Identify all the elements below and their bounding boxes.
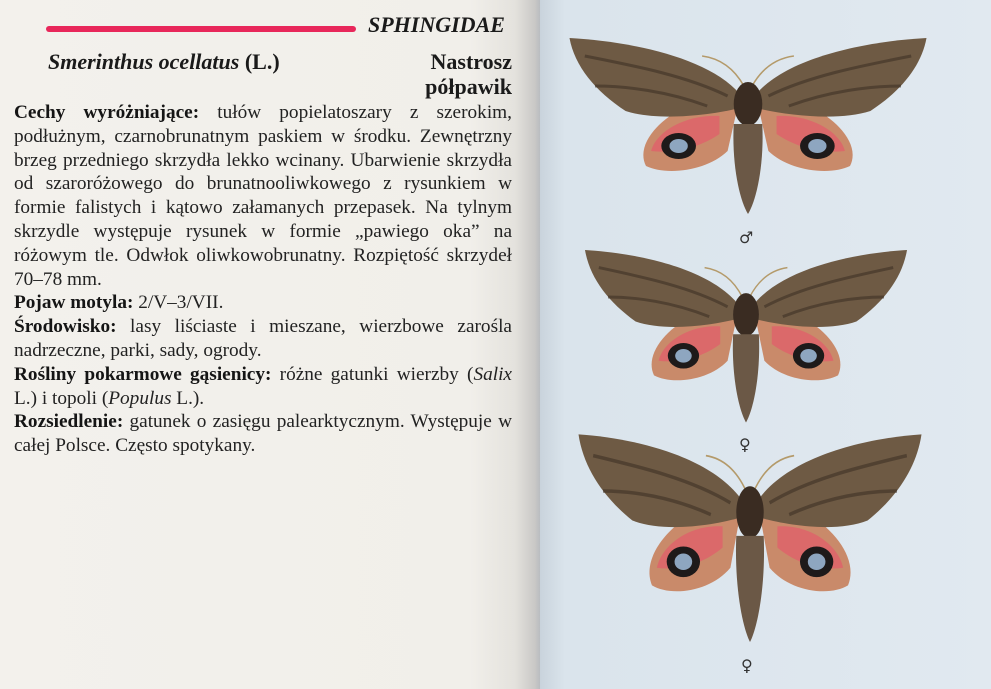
section-food-plants [14,363,512,411]
section-text: tułów popielatoszary z szerokim, podłużnym, czarnobrunatnym paskiem w środku. Zewnętrzny brzeg przedniego skrzydła lekko wcinany. Ubarwienie skrzydła od szaroróżowego do brunatnooliwkowego z rysunkiem w formie falistych i kątowo załamanych przepasek. Na tylnym skrzydle występuje rysunek w formie „pawiego oka” na różowym tle. Odwłok oliwkowobrunatny. Rozpiętość skrzydeł 70–78 mm. [14,102,512,290]
thorax [734,82,763,126]
forewing [753,250,907,327]
moth-illustration [570,38,927,214]
species-latin: Smerinthus ocellatus [48,49,240,74]
section-features [14,101,512,291]
forewing [570,38,740,117]
moth-illustration [579,434,922,642]
thorax [736,486,763,538]
abdomen [736,536,764,642]
common-name-line1: Nastrosz [430,49,512,74]
section-label: Pojaw motyla: [14,292,134,314]
species-name [48,49,280,75]
red-rule [46,26,356,32]
eyespot-center [669,139,687,153]
eyespot-center [808,139,826,153]
thorax [733,293,759,336]
section-text: L.) i topoli ( [14,387,109,409]
forewing [756,38,926,117]
section-distribution [14,410,512,458]
moth-plates [540,0,991,689]
eyespot-center [675,554,693,571]
section-label: Rozsiedlenie: [14,411,124,433]
section-text: gatunek o zasięgu palearktycznym. Występuje w całej Polsce. Często spotykany. [14,411,512,457]
forewing [585,250,739,327]
section-label: Cechy wyróżniające: [14,102,200,123]
abdomen [733,124,762,214]
section-label: Rośliny pokarmowe gąsienicy: [14,363,272,385]
moth-illustration [585,250,907,422]
section-text: lasy liściaste i mieszane, wierzbowe zarośla nadrzeczne, parki, sady, ogrody. [14,316,512,361]
common-name-line2: półpawik [425,74,512,99]
description [14,101,512,458]
genus-populus: Populus [108,387,172,409]
section-text: L.). [171,387,205,409]
section-text: 2/V–3/VII. [133,292,224,314]
section-habitat [14,315,512,363]
eyespot-center [800,349,817,363]
genus-salix: Salix [473,363,512,385]
section-text: różne gatunki wierzby ( [271,363,474,385]
female-symbol: ♀ [741,656,753,675]
eyespot-center [675,349,692,363]
abdomen [733,334,759,422]
section-label: Środowisko: [14,316,117,338]
family-heading: SPHINGIDAE [368,12,505,37]
forewing [758,434,922,527]
male-symbol: ♂ [739,228,754,247]
species-author: (L.) [244,49,280,74]
forewing [579,434,743,527]
female-symbol: ♀ [739,435,751,454]
common-name [312,49,512,99]
eyespot-center [808,554,826,571]
section-flight-period [14,291,512,315]
